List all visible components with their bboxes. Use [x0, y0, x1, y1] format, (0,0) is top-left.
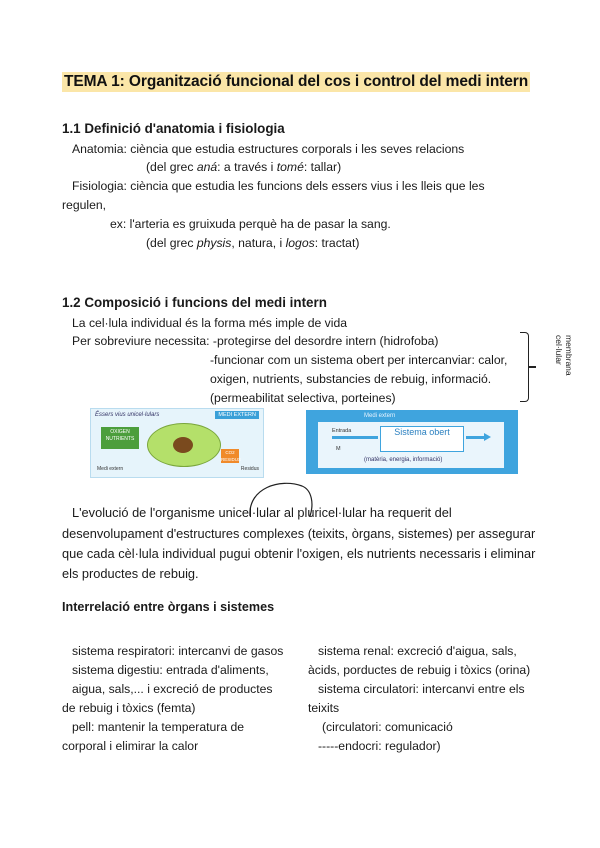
right-col-line-6: -----endocri: regulador)	[318, 739, 441, 753]
open-system-caption: (matèria, energia, informació)	[364, 457, 443, 463]
left-col-line-3: aigua, sals,... i excreció de productes	[72, 682, 273, 696]
fisiologia-example: ex: l'arteria es gruixuda perquè ha de pasar la sang.	[110, 217, 391, 231]
output-arrow-head	[484, 433, 491, 441]
left-col-line-5: pell: mantenir la temperatura de	[72, 720, 245, 734]
unicellular-bottom-label-2: Residus	[240, 466, 259, 472]
unicellular-diagram-title: Éssers vius unicel·lulars	[95, 412, 160, 418]
cell-nucleus	[173, 437, 193, 453]
left-col-line-2: sistema digestiu: entrada d'aliments,	[72, 663, 269, 677]
fisiologia-etymology: (del grec physis, natura, i logos: tractat)	[146, 236, 360, 250]
exchange-items-text: oxigen, nutrients, substancies de rebuig, informació.	[210, 372, 492, 386]
open-system-diagram	[306, 410, 518, 474]
membrane-side-note: membrana cel·lular	[554, 335, 574, 376]
evolution-paragraph-line-2: desenvolupament d'estructures complexes (teixits, òrgans, sistemes) per assegurar	[62, 526, 536, 541]
m-label: M	[336, 446, 341, 452]
cell-life-text: La cel·lula individual és la forma més imple de vida	[72, 316, 348, 330]
open-system-inner	[318, 422, 504, 468]
open-system-diagram-title: Medi extern	[364, 413, 396, 419]
anatomia-definition: Anatomia: ciència que estudia estructures corporals i les seves relacions	[72, 142, 465, 156]
anatomia-etymology: (del grec aná: a través i tomé: tallar)	[146, 160, 342, 174]
waste-box: CO2 RESIDUS	[221, 450, 242, 462]
membrane-bracket-tick	[528, 366, 536, 368]
input-arrow	[332, 436, 378, 439]
page-title: TEMA 1: Organització funcional del cos i control del medi intern	[64, 73, 529, 90]
right-col-line-3: sistema circulatori: intercanvi entre els	[318, 682, 525, 696]
right-col-line-5: (circulatori: comunicació	[322, 720, 453, 734]
section-heading-1-1: 1.1 Definició d'anatomia i fisiologia	[62, 121, 285, 136]
permeability-text: (permeabilitat selectiva, porteines)	[210, 391, 396, 405]
fisiologia-definition: Fisiologia: ciència que estudia les funcions dels essers vius i les lleis que les	[72, 179, 485, 193]
fisiologia-definition-cont: regulen,	[62, 198, 107, 212]
section-heading-1-2: 1.2 Composició i funcions del medi intern	[62, 295, 327, 310]
output-arrow	[466, 436, 486, 439]
right-col-line-1: sistema renal: excreció d'aigua, sals,	[318, 644, 517, 658]
right-col-line-4: teixits	[308, 701, 340, 715]
entrada-label: Entrada	[332, 428, 352, 434]
open-system-text: -funcionar com un sistema obert per intercanviar: calor,	[210, 353, 508, 367]
evolution-paragraph-line-3: que cada cèl·lula individual pugui obtenir l'oxigen, els nutrients necessaris i eliminar	[62, 546, 536, 561]
open-system-box: Sistema obert	[380, 426, 464, 452]
left-col-line-1: sistema respiratori: intercanvi de gasos	[72, 644, 284, 658]
oxygen-nutrients-box: OXIGEN NUTRIENTS	[101, 427, 139, 449]
evolution-paragraph-line-4: els productes de rebuig.	[62, 566, 199, 581]
left-col-line-6: corporal i elimirar la calor	[62, 739, 199, 753]
survive-text: Per sobreviure necessita: -protegirse del desordre intern (hidrofoba)	[72, 334, 439, 348]
left-col-line-4: de rebuig i tòxics (femta)	[62, 701, 196, 715]
unicellular-bottom-label: Medi extern	[97, 466, 124, 472]
interrelation-heading: Interrelació entre òrgans i sistemes	[62, 600, 275, 614]
evolution-paragraph-line-1: L'evolució de l'organisme unicel·lular al pluricel·lular ha requerit del	[72, 505, 452, 520]
unicellular-diagram	[90, 408, 264, 478]
right-col-line-2: àcids, porductes de rebuig i tòxics (orina)	[308, 663, 531, 677]
unicellular-diagram-badge: MEDI EXTERN	[215, 411, 259, 419]
